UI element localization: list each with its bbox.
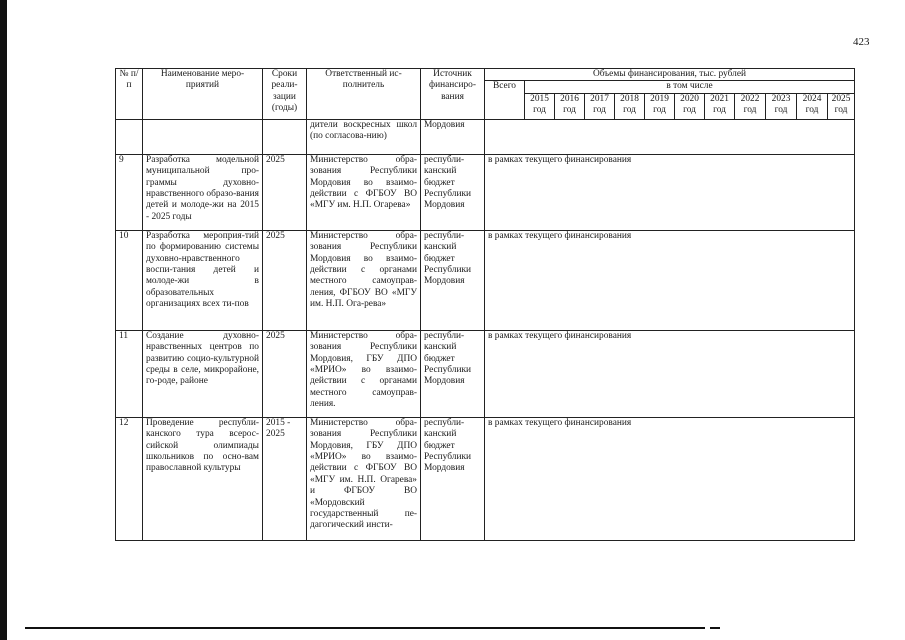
funding-table bbox=[115, 68, 855, 541]
scan-bottom-line bbox=[25, 627, 705, 629]
row-executor: Министерство обра-зования Республики Мордовия, ГБУ ДПО «МРИО» во взаимо-действии с ФГБОУ ВО «МГУ им. Н.П. Огарева» и ФГБОУ ВО «Мордовский государственный пе-дагогический инсти- bbox=[307, 417, 421, 540]
header-year: 2020 год bbox=[675, 93, 705, 119]
row-funding: в рамках текущего финансирования bbox=[485, 330, 855, 417]
row-name: Разработка мероприя-тий по формированию системы духовно-нравственного воспи-тания детей и молоде-жи в образовательных организациях всех ти-пов bbox=[143, 230, 263, 330]
scan-bottom-line bbox=[710, 627, 720, 629]
row-name: Проведение республи-канского тура всерос-сийской олимпиады школьников по осно-вам православной культуры bbox=[143, 417, 263, 540]
header-funding: Объемы финансирования, тыс. рублей bbox=[485, 69, 855, 81]
row-terms: 2015 - 2025 bbox=[263, 417, 307, 540]
header-year: 2019 год bbox=[645, 93, 675, 119]
row-name: Создание духовно-нравственных центров по развитию социо-культурной среды в селе, микрорайоне, го-роде, районе bbox=[143, 330, 263, 417]
header-year: 2021 год bbox=[705, 93, 735, 119]
header-year: 2018 год bbox=[615, 93, 645, 119]
page-number: 423 bbox=[853, 36, 870, 48]
row-terms: 2025 bbox=[263, 154, 307, 230]
header-year: 2024 год bbox=[797, 93, 828, 119]
row-funding bbox=[485, 119, 855, 154]
header-name: Наименование меро-приятий bbox=[143, 69, 263, 120]
header-year: 2016 год bbox=[555, 93, 585, 119]
table-row bbox=[116, 230, 855, 330]
row-executor: Министерство обра-зования Республики Мордовия во взаимо-действии с органами местного самоуправ-ления, ФГБОУ ВО «МГУ им. Н.П. Ога-рева» bbox=[307, 230, 421, 330]
row-name: Разработка модельной муниципальной про-граммы духовно-нравственного образо-вания детей и молоде-жи на 2015 - 2025 годы bbox=[143, 154, 263, 230]
header-year: 2023 год bbox=[766, 93, 797, 119]
scan-edge-bar bbox=[0, 0, 7, 640]
row-terms: 2025 bbox=[263, 230, 307, 330]
row-no: 9 bbox=[116, 154, 143, 230]
row-funding: в рамках текущего финансирования bbox=[485, 417, 855, 540]
header-year: 2017 год bbox=[585, 93, 615, 119]
row-funding: в рамках текущего финансирования bbox=[485, 154, 855, 230]
header-year: 2022 год bbox=[735, 93, 766, 119]
row-terms: 2025 bbox=[263, 330, 307, 417]
header-including: в том числе bbox=[525, 81, 855, 93]
row-source: республи-канский бюджет Республики Мордовия bbox=[421, 154, 485, 230]
row-no: 11 bbox=[116, 330, 143, 417]
row-no: 10 bbox=[116, 230, 143, 330]
row-source: республи-канский бюджет Республики Мордовия bbox=[421, 230, 485, 330]
header-source: Источник финансиро-вания bbox=[421, 69, 485, 120]
row-executor: дители воскресных школ (по согласова-нию) bbox=[307, 119, 421, 154]
row-executor: Министерство обра-зования Республики Мордовия, ГБУ ДПО «МРИО» во взаимо-действии с органами местного самоуправ-ления. bbox=[307, 330, 421, 417]
row-funding: в рамках текущего финансирования bbox=[485, 230, 855, 330]
header-executor: Ответственный ис-полнитель bbox=[307, 69, 421, 120]
row-source: республи-канский бюджет Республики Мордовия bbox=[421, 330, 485, 417]
row-name bbox=[143, 119, 263, 154]
table-row bbox=[116, 119, 855, 154]
header-year: 2025 год bbox=[828, 93, 855, 119]
row-no: 12 bbox=[116, 417, 143, 540]
row-source: республи-канский бюджет Республики Мордовия bbox=[421, 417, 485, 540]
table-row bbox=[116, 154, 855, 230]
row-source: Мордовия bbox=[421, 119, 485, 154]
table-row bbox=[116, 330, 855, 417]
table-header bbox=[116, 69, 855, 120]
row-no bbox=[116, 119, 143, 154]
table-row bbox=[116, 417, 855, 540]
header-no: № п/п bbox=[116, 69, 143, 120]
row-terms bbox=[263, 119, 307, 154]
header-year: 2015 год bbox=[525, 93, 555, 119]
row-executor: Министерство обра-зования Республики Мордовия во взаимо-действии с ФГБОУ ВО «МГУ им. Н.П. Огарева» bbox=[307, 154, 421, 230]
header-total: Всего bbox=[485, 81, 525, 119]
header-terms: Сроки реали-зации (годы) bbox=[263, 69, 307, 120]
